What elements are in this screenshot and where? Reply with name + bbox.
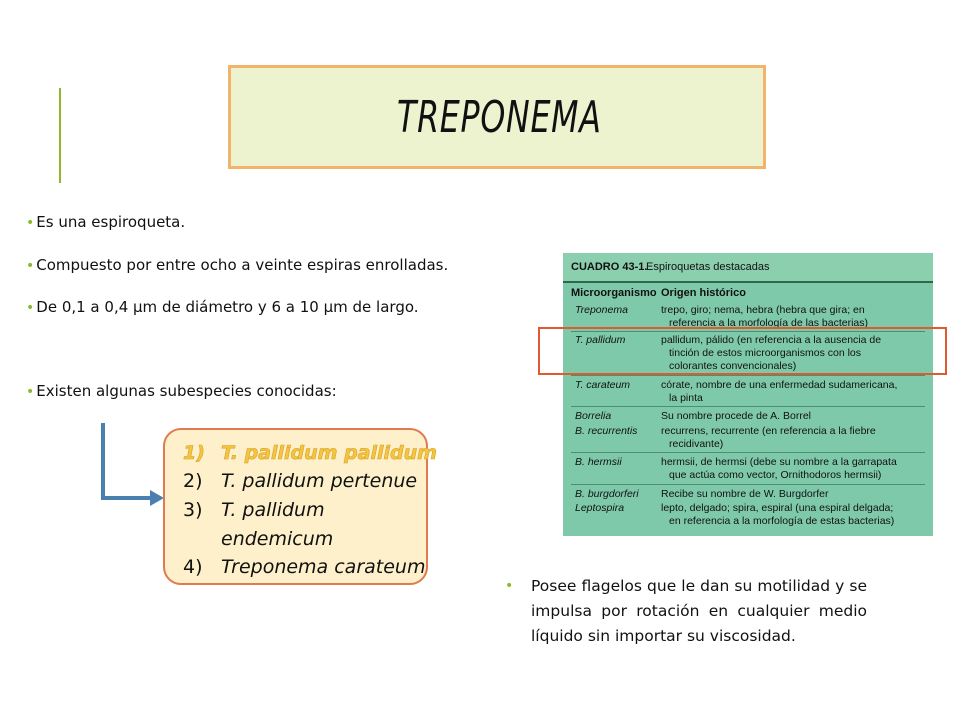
table-divider [571,406,925,407]
slide-title: TREPONEMA [397,92,602,143]
subspecies-item: 2) T. pallidum pertenue [183,470,418,492]
table-row-organism: B. hermsii [575,456,622,468]
table-row-origin: córate, nombre de una enfermedad sudamericana, [661,379,898,391]
table-row-organism: Borrelia [575,410,612,422]
bullet-item: • De 0,1 a 0,4 µm de diámetro y 6 a 10 µm de largo. [26,298,419,316]
highlight-rectangle [538,327,947,375]
table-row-origin: Su nombre procede de A. Borrel [661,410,812,422]
bullet-dot-icon: • [26,384,35,400]
table-row-origin: referencia a la morfología de las bacterias) [669,317,869,329]
subspecies-item: 3) T. pallidum [183,499,325,521]
bullet-dot-icon: • [26,300,35,316]
bullet-item: • Existen algunas subespecies conocidas: [26,382,337,400]
bullet-item: • Compuesto por entre ocho a veinte espiras enrolladas. [26,256,449,274]
table-divider [571,452,925,453]
subspecies-item: endemicum [221,528,334,550]
table-row-origin: recidivante) [669,438,724,450]
motility-paragraph: • Posee flagelos que le dan su motilidad y se impulsa por rotación en cualquier medio líquido sin importar su viscosidad. [511,574,867,649]
table-row-organism: B. recurrentis [575,425,638,437]
bullet-dot-icon: • [505,578,514,594]
table-row-origin: colorantes convencionales) [669,360,797,372]
table-row-origin: pallidum, pálido (en referencia a la ausencia de [661,334,882,346]
table-row-organism: T. carateum [575,379,631,391]
bullet-dot-icon: • [26,215,35,231]
table-caption: CUADRO 43-1. Espiroquetas destacadas [563,253,933,283]
table-row-origin: tinción de estos microorganismos con los [669,347,862,359]
table-row-origin: recurrens, recurrente (en referencia a la fiebre [661,425,876,437]
subspecies-item: 1) T. pallidum pallidum [183,442,437,464]
table-row-origin: la pinta [669,392,703,404]
table-row-origin: trepo, giro; nema, hebra (hebra que gira; en [661,304,865,316]
table-divider [571,375,925,376]
bullet-item: • Es una espiroqueta. [26,213,186,231]
subspecies-item: 4) Treponema carateum [183,556,426,578]
subspecies-box [163,428,437,585]
table-divider [571,484,925,485]
table-row-origin: Recibe su nombre de W. Burgdorfer [661,488,829,500]
table-col-header: Origen histórico [661,287,746,299]
table-row-origin: lepto, delgado; spira, espiral (una espiral delgada; [661,502,894,514]
table-row-origin: en referencia a la morfología de estas bacterias) [669,515,895,527]
table-row-origin: hermsii, de hermsi (debe su nombre a la garrapata [661,456,897,468]
table-row-organism: T. pallidum [575,334,626,346]
bullet-dot-icon: • [26,258,35,274]
table-row-organism: B. burgdorferi [575,488,639,500]
table-row-origin: que actúa como vector, Ornithodoros hermsii) [669,469,882,481]
table-row-organism: Leptospira [575,502,625,514]
spirochete-table [563,253,933,536]
table-col-header: Microorganismo [571,287,657,299]
table-row-organism: Treponema [575,304,628,316]
